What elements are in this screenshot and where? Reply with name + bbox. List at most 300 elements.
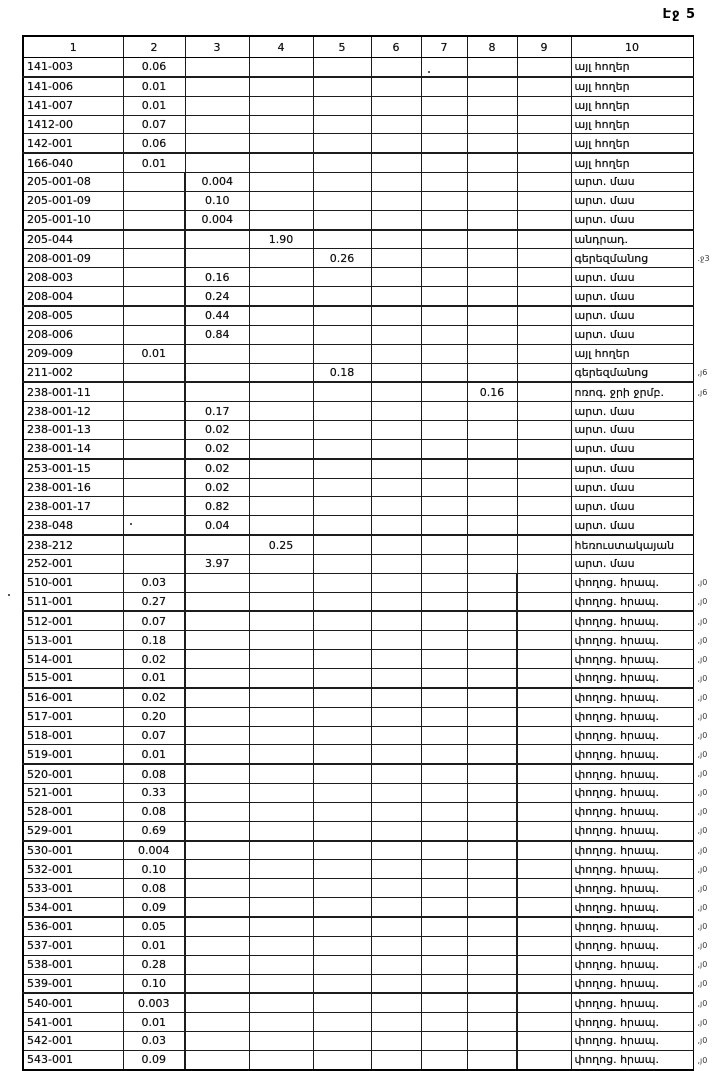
area-value-cell bbox=[517, 210, 571, 229]
area-value-cell bbox=[249, 802, 313, 821]
area-value-cell bbox=[313, 230, 371, 249]
area-value-cell bbox=[467, 96, 517, 115]
area-value-cell: 0.05 bbox=[123, 917, 185, 936]
area-value-cell bbox=[371, 573, 421, 592]
area-value-cell bbox=[517, 554, 571, 573]
parcel-code-cell: 238-001-13 bbox=[23, 421, 123, 440]
column-header: 2 bbox=[123, 36, 185, 58]
area-value-cell bbox=[185, 1050, 249, 1069]
table-row bbox=[23, 134, 714, 153]
area-value-cell bbox=[371, 306, 421, 325]
area-value-cell: 0.02 bbox=[185, 421, 249, 440]
land-use-label-cell: արտ. մաս bbox=[571, 402, 693, 421]
table-row bbox=[23, 325, 714, 344]
area-value-cell: 0.82 bbox=[185, 497, 249, 516]
table-row bbox=[23, 382, 714, 401]
area-value-cell: 0.02 bbox=[185, 459, 249, 478]
parcel-code-cell: 538-001 bbox=[23, 955, 123, 974]
parcel-code-cell: 209-009 bbox=[23, 344, 123, 363]
area-value-cell: 0.16 bbox=[467, 382, 517, 401]
parcel-code-cell: 520-001 bbox=[23, 764, 123, 783]
margin-note: ,յ0 bbox=[697, 712, 708, 722]
area-value-cell bbox=[313, 784, 371, 803]
area-value-cell bbox=[517, 230, 571, 249]
area-value-cell: 0.08 bbox=[123, 802, 185, 821]
land-use-label-cell: այլ հողեր bbox=[571, 153, 693, 172]
table-row bbox=[23, 516, 714, 535]
area-value-cell bbox=[517, 669, 571, 688]
parcel-code-cell: 543-001 bbox=[23, 1050, 123, 1069]
margin-note: ,յ0 bbox=[697, 578, 708, 588]
area-value-cell bbox=[467, 459, 517, 478]
area-value-cell bbox=[313, 974, 371, 993]
area-value-cell bbox=[371, 382, 421, 401]
area-value-cell bbox=[313, 955, 371, 974]
area-value-cell bbox=[313, 936, 371, 955]
parcel-code-cell: 517-001 bbox=[23, 707, 123, 726]
area-value-cell bbox=[313, 402, 371, 421]
area-value-cell bbox=[371, 784, 421, 803]
area-value-cell bbox=[421, 153, 467, 172]
area-value-cell bbox=[421, 134, 467, 153]
area-value-cell bbox=[467, 936, 517, 955]
area-value-cell bbox=[313, 726, 371, 745]
parcel-code-cell: 512-001 bbox=[23, 611, 123, 630]
area-value-cell bbox=[517, 802, 571, 821]
area-value-cell bbox=[421, 287, 467, 306]
margin-note bbox=[693, 115, 714, 134]
area-value-cell bbox=[313, 898, 371, 917]
area-value-cell bbox=[421, 77, 467, 96]
area-value-cell bbox=[421, 459, 467, 478]
area-value-cell bbox=[371, 726, 421, 745]
area-value-cell: 0.10 bbox=[123, 974, 185, 993]
area-value-cell bbox=[517, 573, 571, 592]
area-value-cell: 0.02 bbox=[185, 478, 249, 497]
area-value-cell bbox=[313, 764, 371, 783]
area-value-cell bbox=[249, 879, 313, 898]
area-value-cell bbox=[421, 115, 467, 134]
area-value-cell bbox=[421, 650, 467, 669]
area-value-cell bbox=[467, 77, 517, 96]
area-value-cell bbox=[185, 917, 249, 936]
margin-note: ,յ0 bbox=[697, 960, 708, 970]
land-use-label-cell: այլ հողեր bbox=[571, 134, 693, 153]
area-value-cell bbox=[517, 478, 571, 497]
area-value-cell bbox=[313, 210, 371, 229]
area-value-cell: 0.09 bbox=[123, 898, 185, 917]
area-value-cell bbox=[421, 554, 467, 573]
area-value-cell bbox=[249, 439, 313, 458]
area-value-cell: 0.02 bbox=[123, 688, 185, 707]
area-value-cell bbox=[467, 745, 517, 764]
area-value-cell bbox=[249, 726, 313, 745]
area-value-cell bbox=[421, 344, 467, 363]
area-value-cell bbox=[123, 210, 185, 229]
area-value-cell bbox=[249, 821, 313, 840]
area-value-cell bbox=[313, 993, 371, 1012]
area-value-cell bbox=[421, 96, 467, 115]
parcel-code-cell: 521-001 bbox=[23, 784, 123, 803]
area-value-cell bbox=[421, 402, 467, 421]
area-value-cell bbox=[123, 249, 185, 268]
area-value-cell bbox=[249, 955, 313, 974]
margin-note bbox=[693, 325, 714, 344]
margin-note bbox=[693, 402, 714, 421]
column-header: 9 bbox=[517, 36, 571, 58]
area-value-cell: 0.01 bbox=[123, 77, 185, 96]
table-row bbox=[23, 439, 714, 458]
table-row bbox=[23, 402, 714, 421]
land-use-label-cell: փողոց. հրապ. bbox=[571, 1032, 693, 1051]
table-row bbox=[23, 535, 714, 554]
area-value-cell bbox=[421, 230, 467, 249]
area-value-cell bbox=[249, 382, 313, 401]
table-row bbox=[23, 993, 714, 1012]
table-row bbox=[23, 459, 714, 478]
margin-note bbox=[693, 191, 714, 210]
area-value-cell bbox=[249, 173, 313, 192]
area-value-cell bbox=[313, 917, 371, 936]
area-value-cell bbox=[313, 841, 371, 860]
column-header: 4 bbox=[249, 36, 313, 58]
area-value-cell bbox=[249, 688, 313, 707]
area-value-cell bbox=[371, 535, 421, 554]
table-row bbox=[23, 96, 714, 115]
land-use-label-cell: արտ. մաս bbox=[571, 287, 693, 306]
area-value-cell bbox=[313, 821, 371, 840]
area-value-cell bbox=[185, 993, 249, 1012]
area-value-cell bbox=[467, 688, 517, 707]
area-value-cell bbox=[467, 841, 517, 860]
area-value-cell bbox=[313, 573, 371, 592]
column-header: 7 bbox=[421, 36, 467, 58]
margin-note: ,յ0 bbox=[697, 979, 708, 989]
area-value-cell bbox=[313, 287, 371, 306]
area-value-cell bbox=[371, 592, 421, 611]
table-row bbox=[23, 821, 714, 840]
margin-note bbox=[693, 230, 714, 249]
area-value-cell: 0.004 bbox=[123, 841, 185, 860]
margin-note: ,յ0 bbox=[697, 750, 708, 760]
area-value-cell bbox=[313, 497, 371, 516]
margin-note-header-spacer bbox=[693, 36, 714, 58]
area-value-cell bbox=[421, 936, 467, 955]
area-value-cell bbox=[371, 1032, 421, 1051]
land-use-label-cell: փողոց. հրապ. bbox=[571, 917, 693, 936]
area-value-cell bbox=[421, 306, 467, 325]
parcel-code-cell: 528-001 bbox=[23, 802, 123, 821]
area-value-cell bbox=[517, 974, 571, 993]
land-use-label-cell: արտ. մաս bbox=[571, 325, 693, 344]
area-value-cell bbox=[123, 459, 185, 478]
table-row bbox=[23, 344, 714, 363]
area-value-cell bbox=[313, 802, 371, 821]
margin-note bbox=[693, 554, 714, 573]
margin-note: ,յ0 bbox=[697, 1055, 708, 1065]
land-use-label-cell: փողոց. հրապ. bbox=[571, 860, 693, 879]
area-value-cell bbox=[313, 421, 371, 440]
land-use-label-cell: գերեզմանոց bbox=[571, 249, 693, 268]
area-value-cell bbox=[517, 421, 571, 440]
area-value-cell bbox=[421, 516, 467, 535]
area-value-cell bbox=[371, 173, 421, 192]
area-value-cell bbox=[313, 707, 371, 726]
area-value-cell bbox=[371, 115, 421, 134]
table-row bbox=[23, 554, 714, 573]
page-number-label: Էջ 5 bbox=[662, 7, 696, 22]
table-row bbox=[23, 860, 714, 879]
area-value-cell bbox=[185, 115, 249, 134]
area-value-cell bbox=[371, 841, 421, 860]
area-value-cell bbox=[421, 58, 467, 77]
area-value-cell bbox=[467, 955, 517, 974]
parcel-code-cell: 142-001 bbox=[23, 134, 123, 153]
area-value-cell bbox=[123, 191, 185, 210]
area-value-cell bbox=[313, 1032, 371, 1051]
area-value-cell bbox=[421, 497, 467, 516]
area-value-cell: 0.69 bbox=[123, 821, 185, 840]
area-value-cell bbox=[467, 421, 517, 440]
area-value-cell bbox=[313, 191, 371, 210]
area-value-cell bbox=[421, 439, 467, 458]
parcel-code-cell: 519-001 bbox=[23, 745, 123, 764]
land-use-label-cell: փողոց. հրապ. bbox=[571, 974, 693, 993]
area-value-cell bbox=[517, 173, 571, 192]
area-value-cell: 1.90 bbox=[249, 230, 313, 249]
area-value-cell: 0.17 bbox=[185, 402, 249, 421]
margin-note: ,յ0 bbox=[697, 788, 708, 798]
area-value-cell bbox=[313, 860, 371, 879]
area-value-cell bbox=[517, 96, 571, 115]
area-value-cell bbox=[371, 860, 421, 879]
area-value-cell bbox=[517, 745, 571, 764]
area-value-cell bbox=[467, 306, 517, 325]
area-value-cell bbox=[517, 650, 571, 669]
area-value-cell bbox=[371, 1013, 421, 1032]
parcel-code-cell: 533-001 bbox=[23, 879, 123, 898]
area-value-cell: 0.03 bbox=[123, 1032, 185, 1051]
area-value-cell bbox=[249, 516, 313, 535]
area-value-cell: 0.02 bbox=[185, 439, 249, 458]
margin-note: ,յ0 bbox=[697, 902, 708, 912]
area-value-cell bbox=[371, 77, 421, 96]
margin-note bbox=[693, 268, 714, 287]
area-value-cell: 0.07 bbox=[123, 726, 185, 745]
area-value-cell bbox=[185, 764, 249, 783]
area-value-cell: 0.84 bbox=[185, 325, 249, 344]
parcel-code-cell: 208-005 bbox=[23, 306, 123, 325]
table-row bbox=[23, 592, 714, 611]
land-use-label-cell: փողոց. հրապ. bbox=[571, 745, 693, 764]
table-row bbox=[23, 669, 714, 688]
table-row bbox=[23, 268, 714, 287]
area-value-cell bbox=[249, 153, 313, 172]
land-use-label-cell: արտ. մաս bbox=[571, 210, 693, 229]
area-value-cell bbox=[185, 344, 249, 363]
area-value-cell bbox=[517, 153, 571, 172]
area-value-cell bbox=[467, 650, 517, 669]
area-value-cell bbox=[371, 210, 421, 229]
area-value-cell bbox=[517, 402, 571, 421]
area-value-cell bbox=[185, 592, 249, 611]
table-row bbox=[23, 1032, 714, 1051]
scan-speck bbox=[428, 71, 430, 73]
area-value-cell bbox=[185, 669, 249, 688]
area-value-cell bbox=[185, 688, 249, 707]
area-value-cell bbox=[467, 573, 517, 592]
table-row bbox=[23, 153, 714, 172]
area-value-cell: 0.003 bbox=[123, 993, 185, 1012]
area-value-cell bbox=[249, 650, 313, 669]
area-value-cell bbox=[371, 363, 421, 382]
area-value-cell: 0.18 bbox=[313, 363, 371, 382]
parcel-code-cell: 518-001 bbox=[23, 726, 123, 745]
parcel-code-cell: 541-001 bbox=[23, 1013, 123, 1032]
column-header: 5 bbox=[313, 36, 371, 58]
area-value-cell: 0.25 bbox=[249, 535, 313, 554]
area-value-cell bbox=[517, 382, 571, 401]
land-use-label-cell: արտ. մաս bbox=[571, 459, 693, 478]
area-value-cell: 0.33 bbox=[123, 784, 185, 803]
area-value-cell: 0.01 bbox=[123, 96, 185, 115]
area-value-cell bbox=[249, 841, 313, 860]
column-header: 8 bbox=[467, 36, 517, 58]
margin-note bbox=[693, 58, 714, 77]
area-value-cell bbox=[123, 497, 185, 516]
area-value-cell: 0.09 bbox=[123, 1050, 185, 1069]
area-value-cell bbox=[249, 497, 313, 516]
area-value-cell bbox=[371, 249, 421, 268]
column-header: 10 bbox=[571, 36, 693, 58]
area-value-cell bbox=[467, 173, 517, 192]
land-use-label-cell: այլ հողեր bbox=[571, 77, 693, 96]
area-value-cell bbox=[123, 478, 185, 497]
margin-note: ,յ0 bbox=[697, 845, 708, 855]
area-value-cell bbox=[371, 459, 421, 478]
parcel-code-cell: 515-001 bbox=[23, 669, 123, 688]
area-value-cell bbox=[517, 325, 571, 344]
margin-note bbox=[693, 421, 714, 440]
area-value-cell bbox=[467, 58, 517, 77]
area-value-cell bbox=[249, 115, 313, 134]
table-row bbox=[23, 573, 714, 592]
area-value-cell bbox=[371, 554, 421, 573]
area-value-cell bbox=[467, 631, 517, 650]
margin-note bbox=[693, 497, 714, 516]
area-value-cell: 0.07 bbox=[123, 115, 185, 134]
area-value-cell: 0.10 bbox=[123, 860, 185, 879]
area-value-cell bbox=[313, 115, 371, 134]
table-row bbox=[23, 173, 714, 192]
area-value-cell bbox=[371, 974, 421, 993]
land-use-label-cell: փողոց. հրապ. bbox=[571, 1013, 693, 1032]
margin-note: ,յ0 bbox=[697, 883, 708, 893]
parcel-code-cell: 529-001 bbox=[23, 821, 123, 840]
area-value-cell: 0.04 bbox=[185, 516, 249, 535]
area-value-cell bbox=[249, 898, 313, 917]
parcel-code-cell: 511-001 bbox=[23, 592, 123, 611]
area-value-cell: 3.97 bbox=[185, 554, 249, 573]
area-value-cell bbox=[421, 898, 467, 917]
area-value-cell: 0.01 bbox=[123, 745, 185, 764]
margin-note bbox=[693, 96, 714, 115]
area-value-cell bbox=[185, 650, 249, 669]
area-value-cell: 0.004 bbox=[185, 210, 249, 229]
area-value-cell bbox=[185, 58, 249, 77]
table-row bbox=[23, 497, 714, 516]
area-value-cell bbox=[467, 726, 517, 745]
area-value-cell bbox=[517, 784, 571, 803]
table-body bbox=[23, 58, 714, 1070]
area-value-cell bbox=[371, 955, 421, 974]
table-row bbox=[23, 363, 714, 382]
area-value-cell bbox=[249, 993, 313, 1012]
margin-note bbox=[693, 478, 714, 497]
area-value-cell bbox=[371, 688, 421, 707]
column-header: 3 bbox=[185, 36, 249, 58]
area-value-cell bbox=[421, 268, 467, 287]
table-header-row bbox=[23, 36, 714, 58]
area-value-cell bbox=[371, 821, 421, 840]
parcel-code-cell: 238-001-12 bbox=[23, 402, 123, 421]
area-value-cell bbox=[517, 860, 571, 879]
table-row bbox=[23, 650, 714, 669]
area-value-cell bbox=[371, 497, 421, 516]
parcel-code-cell: 540-001 bbox=[23, 993, 123, 1012]
area-value-cell bbox=[517, 249, 571, 268]
area-value-cell bbox=[467, 821, 517, 840]
table-row bbox=[23, 688, 714, 707]
margin-note bbox=[693, 134, 714, 153]
area-value-cell bbox=[371, 879, 421, 898]
area-value-cell bbox=[185, 745, 249, 764]
area-value-cell bbox=[123, 363, 185, 382]
margin-note: ,յ0 bbox=[697, 922, 708, 932]
area-value-cell bbox=[185, 230, 249, 249]
area-value-cell bbox=[249, 249, 313, 268]
parcel-code-cell: 516-001 bbox=[23, 688, 123, 707]
parcel-code-cell: 208-004 bbox=[23, 287, 123, 306]
land-use-label-cell: փողոց. հրապ. bbox=[571, 955, 693, 974]
area-value-cell bbox=[185, 821, 249, 840]
area-value-cell bbox=[249, 860, 313, 879]
table-row bbox=[23, 898, 714, 917]
table-row bbox=[23, 306, 714, 325]
area-value-cell bbox=[371, 917, 421, 936]
land-use-label-cell: արտ. մաս bbox=[571, 173, 693, 192]
area-value-cell bbox=[313, 173, 371, 192]
area-value-cell bbox=[467, 344, 517, 363]
margin-note: .ջ3 bbox=[697, 253, 710, 263]
area-value-cell bbox=[249, 573, 313, 592]
area-value-cell bbox=[185, 77, 249, 96]
area-value-cell bbox=[421, 1050, 467, 1069]
land-use-label-cell: արտ. մաս bbox=[571, 268, 693, 287]
area-value-cell bbox=[467, 153, 517, 172]
land-use-label-cell: արտ. մաս bbox=[571, 191, 693, 210]
area-value-cell bbox=[517, 879, 571, 898]
margin-note: ,յ0 bbox=[697, 1017, 708, 1027]
area-value-cell bbox=[421, 363, 467, 382]
margin-note: ,յ0 bbox=[697, 941, 708, 951]
area-value-cell: 0.004 bbox=[185, 173, 249, 192]
area-value-cell bbox=[123, 325, 185, 344]
area-value-cell bbox=[467, 898, 517, 917]
area-value-cell bbox=[517, 688, 571, 707]
area-value-cell bbox=[517, 77, 571, 96]
area-value-cell bbox=[467, 879, 517, 898]
